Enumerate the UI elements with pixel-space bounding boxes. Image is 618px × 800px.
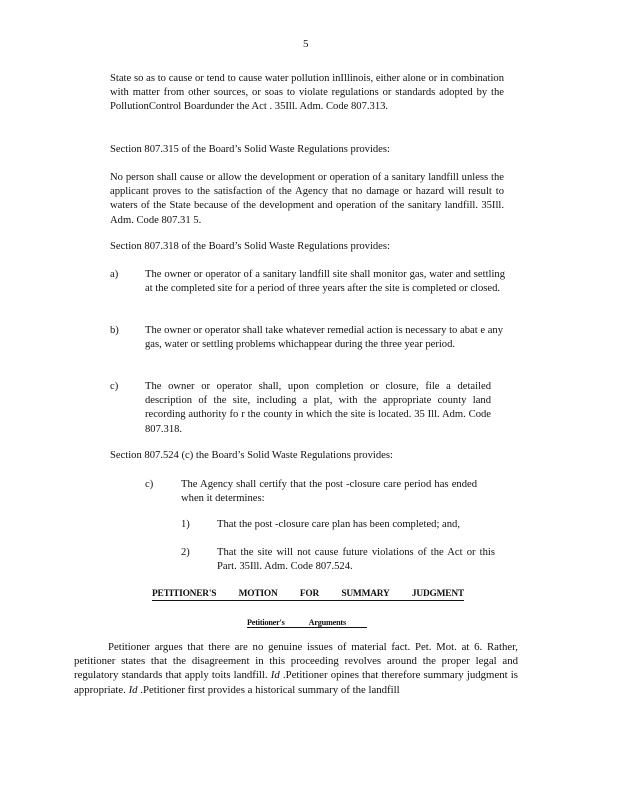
heading-underline — [247, 627, 367, 628]
motion-heading — [152, 588, 464, 601]
subitem-label: 2) — [181, 547, 190, 558]
page-number: 5 — [303, 38, 309, 50]
section-315-heading: Section 807.315 of the Board’s Solid Waste Regulations provides: — [110, 144, 390, 155]
intro-paragraph: State so as to cause or tend to cause water pollution inIllinois, either alone or in combination with matter from other sources, or soas to violate regulations or standards adopted by the PollutionControl Boardunder the Act . 35Ill. Adm. Code 807.313. — [110, 73, 504, 113]
section-318-heading: Section 807.318 of the Board’s Solid Waste Regulations provides: — [110, 241, 390, 252]
paragraph-text: Petitioner argues that there are no genuine issues of material fact. Pet. Mot. at 6. Rather, petitioner states that the disagreement in this proceeding revolves around the proper legal and regulatory standards that apply toits landfill. — [74, 641, 518, 682]
list-item: The owner or operator of a sanitary landfill site shall monitor gas, water and settling at the completed site for a period of three years after the site is completed or closed. — [145, 269, 505, 295]
citation-id: Id — [270, 669, 280, 682]
body-paragraph — [74, 640, 518, 697]
item-label: c) — [110, 381, 119, 392]
heading-word: JUDGMENT — [411, 589, 464, 599]
subitem: That the post -closure care plan has been completed; and, — [217, 519, 460, 530]
heading-word: Arguments — [308, 618, 346, 627]
section-315-text: No person shall cause or allow the development or operation of a sanitary landfill unless the applicant proves to the satisfaction of the Agency that no damage or hazard will result to waters of the State because of the development and operation of the sanitary landfill. 35Ill. Adm. Code 807.31 5. — [110, 172, 504, 226]
heading-word: Petitioner's — [247, 618, 285, 627]
list-item: The Agency shall certify that the post -closure care period has ended when it determines: — [181, 479, 477, 505]
item-label: c) — [145, 479, 154, 490]
heading-word: PETITIONER'S — [152, 589, 217, 599]
subitem: That the site will not cause future violations of the Act or this Part. 35Ill. Adm. Code 807.524. — [217, 547, 495, 573]
citation-id: Id — [128, 683, 138, 696]
paragraph-text: .Petitioner first provides a historical summary of the landfill — [137, 683, 400, 696]
heading-word: SUMMARY — [341, 589, 390, 599]
heading-word: FOR — [299, 589, 320, 599]
list-item: The owner or operator shall take whatever remedial action is necessary to abat e any gas, water or settling problems whichappear during the three year period. — [145, 325, 503, 351]
subitem-label: 1) — [181, 519, 190, 530]
list-item: The owner or operator shall, upon completion or closure, file a detailed description of the site, including a plat, with the appropriate county land recording authority fo r the county in which the site is located. 35 Ill. Adm. Code 807.318. — [145, 381, 491, 435]
item-label: a) — [110, 269, 119, 280]
paragraph-text: .Petitioner opines that therefore summary judgment is appropriate. — [74, 669, 518, 696]
item-label: b) — [110, 325, 119, 336]
section-524-heading: Section 807.524 (c) the Board’s Solid Waste Regulations provides: — [110, 450, 393, 461]
heading-word: MOTION — [238, 589, 278, 599]
